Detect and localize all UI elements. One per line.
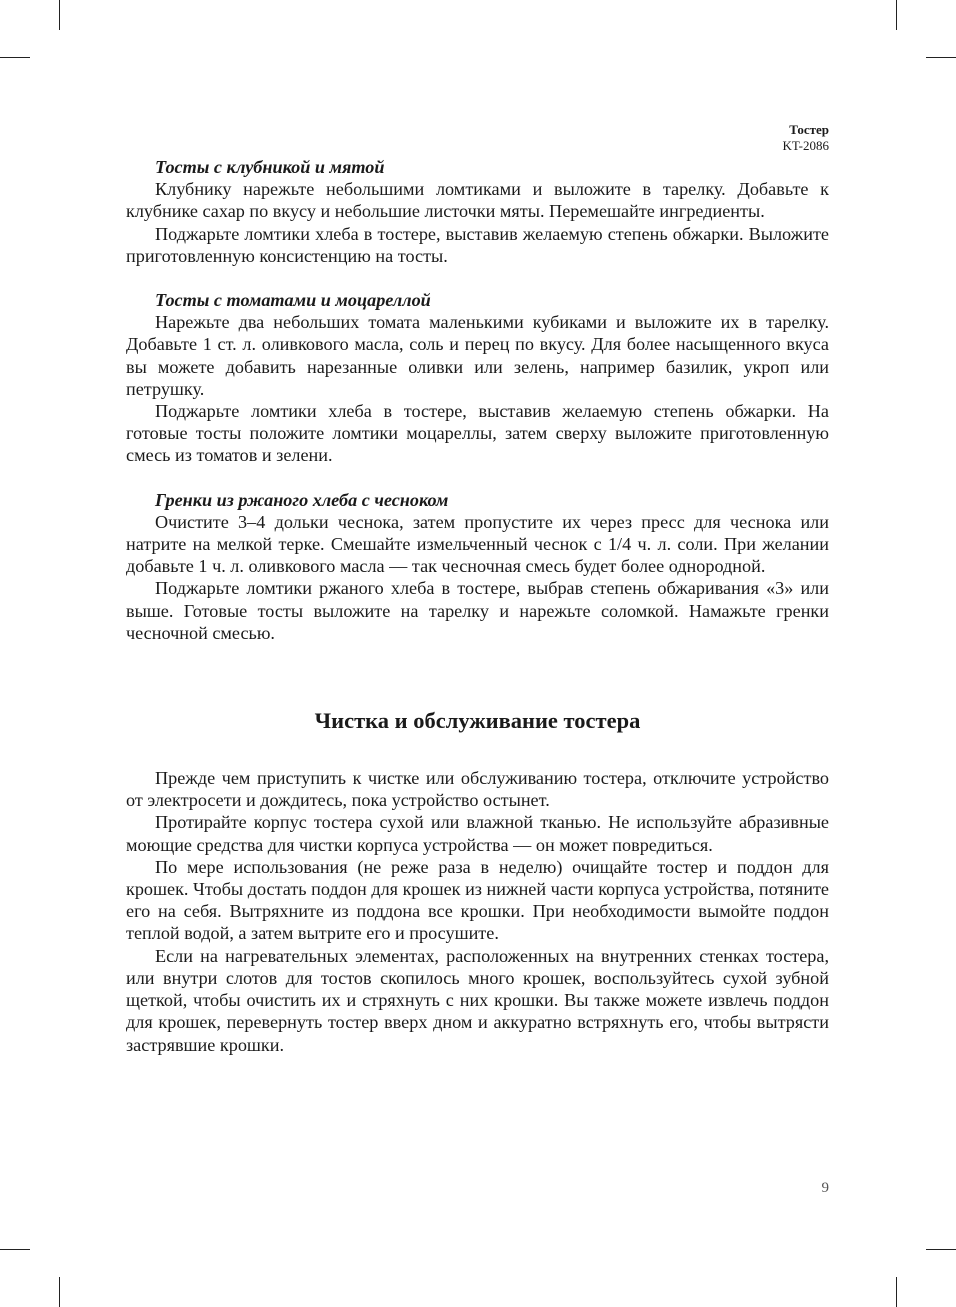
cleaning-paragraph: Протирайте корпус тостера сухой или влажной тканью. Не используйте абразивные моющие средства для чистки корпуса устройства — он может повредиться. <box>126 812 829 855</box>
recipe-paragraph: Клубнику нарежьте небольшими ломтиками и выложите в тарелку. Добавьте к клубнике сахар по вкусу и небольшие листочки мяты. Перемешайте ингредиенты. <box>126 179 829 222</box>
recipe-tomato-mozzarella <box>126 289 829 467</box>
crop-mark-top-right-h <box>926 57 956 58</box>
crop-mark-bottom-left <box>59 1277 60 1307</box>
recipe-paragraph: Поджарьте ломтики хлеба в тостере, выставив желаемую степень обжарки. Выложите приготовленную консистенцию на тосты. <box>126 223 829 266</box>
recipe-title: Тосты с томатами и моцареллой <box>155 290 431 311</box>
recipe-paragraph: Нарежьте два небольших томата маленькими кубиками и выложите их в тарелку. Добавьте 1 ст. л. оливкового масла, соль и перец по вкусу. Для более насыщенного вкуса вы можете добавить нарезанные оливки или зелень, например базилик, укроп или петрушку. <box>126 312 829 399</box>
cleaning-section <box>126 767 829 1056</box>
crop-mark-top-right <box>896 0 897 30</box>
recipe-rye-garlic <box>126 489 829 644</box>
running-header <box>783 122 829 154</box>
crop-mark-top-left <box>59 0 60 30</box>
recipe-strawberry-mint <box>126 156 829 267</box>
cleaning-paragraph: Прежде чем приступить к чистке или обслуживанию тостера, отключите устройство от электросети и дождитесь, пока устройство остынет. <box>126 768 829 811</box>
cleaning-paragraph: По мере использования (не реже раза в неделю) очищайте тостер и поддон для крошек. Чтобы достать поддон для крошек из нижней части корпуса устройства, потяните его на себя. Вытряхните из поддона все крошки. При необходимости вымойте поддон теплой водой, а затем вытрите его и просушите. <box>126 856 829 944</box>
page-number: 9 <box>821 1180 829 1196</box>
recipe-paragraph: Поджарьте ломтики ржаного хлеба в тостере, выбрав степень обжаривания «3» или выше. Готовые тосты выложите на тарелку и нарежьте соломкой. Намажьте гренки чесночной смесью. <box>126 578 829 643</box>
page-content <box>126 156 829 1056</box>
recipe-title: Гренки из ржаного хлеба с чесноком <box>155 489 449 510</box>
cleaning-paragraph: Если на нагревательных элементах, расположенных на внутренних стенках тостера, или внутри слотов для тостов скопилось много крошек, воспользуйтесь сухой зубной щеткой, чтобы очистить их и стряхнуть с них крошки. Вы также можете извлечь поддон для крошек, перевернуть тостер вверх дном и аккуратно встряхнуть его, чтобы вытрясти застрявшие крошки. <box>126 945 829 1055</box>
recipe-title: Тосты с клубникой и мятой <box>155 157 385 177</box>
crop-mark-bottom-right-h <box>926 1249 956 1250</box>
header-product: Тостер <box>789 122 829 137</box>
crop-mark-top-left-h <box>0 57 30 58</box>
section-title-cleaning: Чистка и обслуживание тостера <box>314 708 641 734</box>
recipe-paragraph: Очистите 3–4 дольки чеснока, затем пропустите их через пресс для чеснока или натрите на мелкой терке. Смешайте измельченный чеснок с 1/4 ч. л. соли. При желании добавьте 1 ч. л. оливкового масла — так чесночная смесь будет более однородной. <box>126 511 829 577</box>
header-model: KT-2086 <box>782 138 829 153</box>
crop-mark-bottom-right <box>896 1277 897 1307</box>
crop-mark-bottom-left-h <box>0 1249 30 1250</box>
recipe-paragraph: Поджарьте ломтики хлеба в тостере, выставив желаемую степень обжарки. На готовые тосты положите ломтики моцареллы, затем сверху выложите приготовленную смесь из томатов и зелени. <box>126 401 829 466</box>
